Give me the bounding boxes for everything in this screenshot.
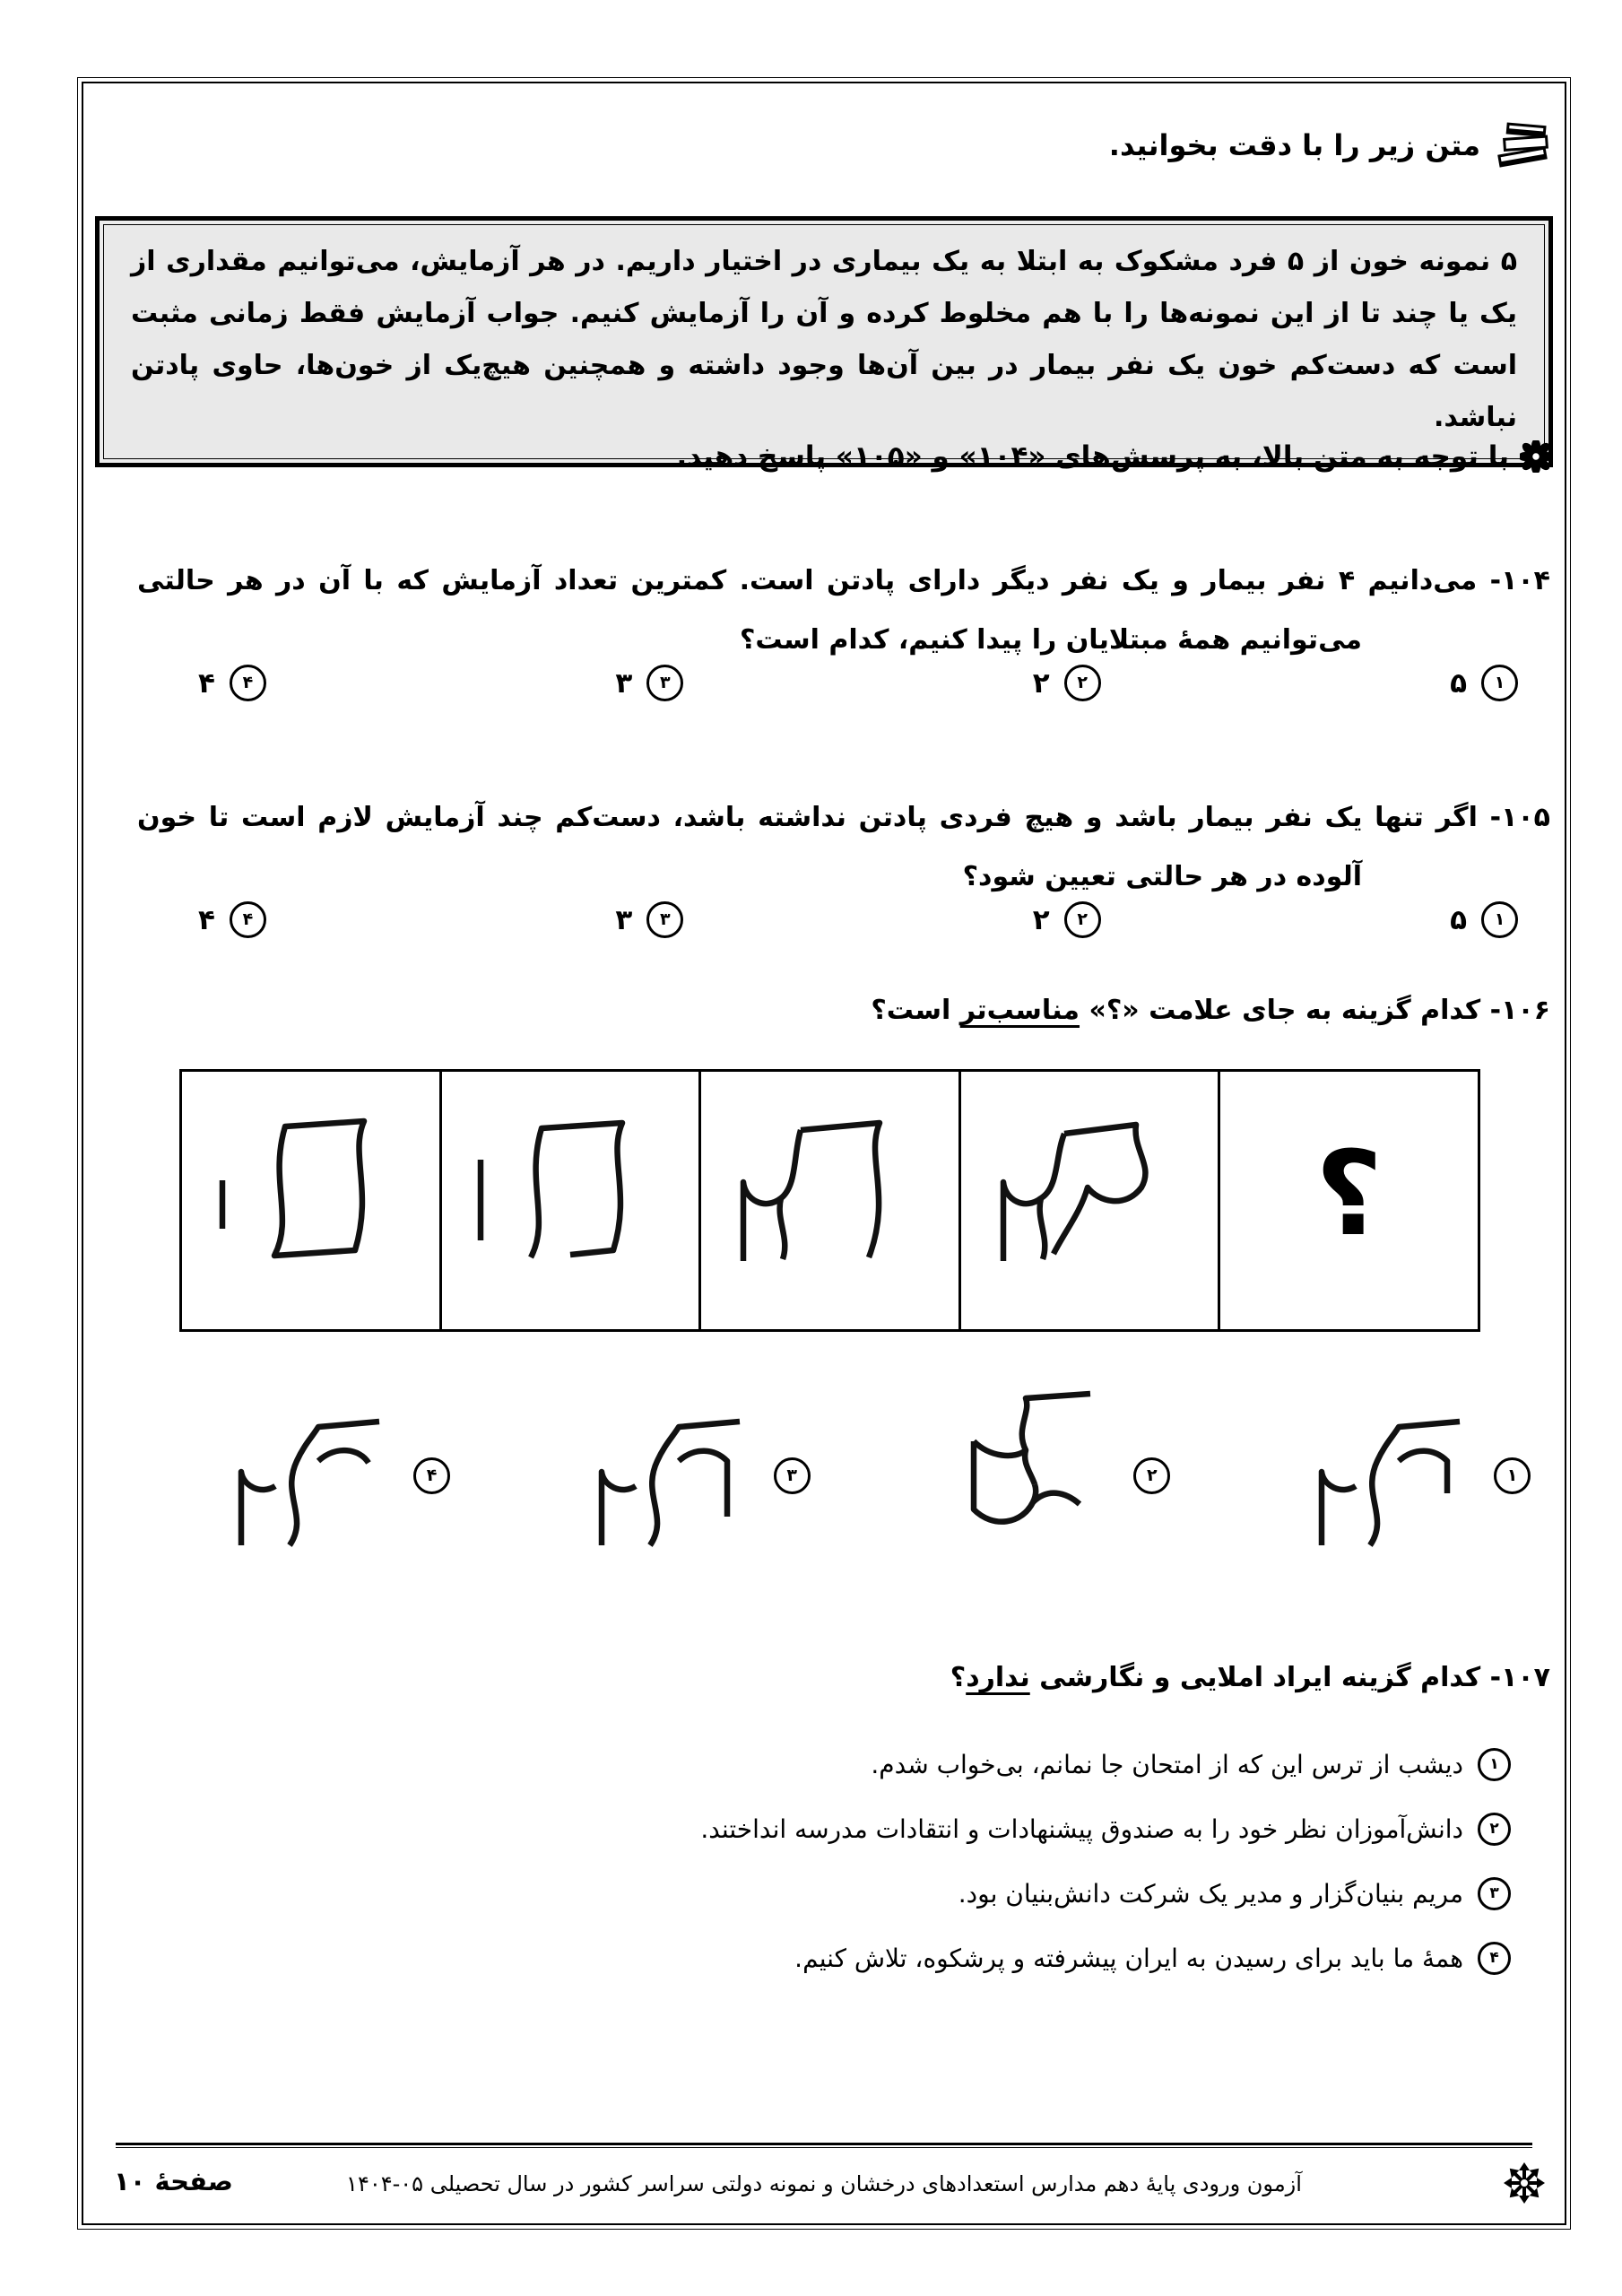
answer-shape-4 bbox=[218, 1386, 406, 1565]
passage-text: ۵ نمونه خون از ۵ فرد مشکوک به ابتلا به یک بیماری در اختیار داریم. در هر آزمایش، می‌توانیم مقداری از یک یا چند تا از این نمونه‌ها را با هم مخلوط کرده و آن را آزمایش کنیم. جواب آزمایش فقط زمانی مثبت است که دست‌کم خون یک نفر بیمار در بین آن‌ها وجود داشته و همچنین هیچ‌یک از خون‌ها، حاوی پادتن نباشد. bbox=[131, 246, 1518, 433]
option-text: دانش‌آموزان نظر خود را به صندوق پیشنهادات و انتقادات مدرسه انداختند. bbox=[700, 1814, 1463, 1844]
shape-stage-3 bbox=[704, 1074, 956, 1326]
sequence-cell-3 bbox=[698, 1069, 961, 1332]
answer-shape-3 bbox=[578, 1386, 767, 1565]
option-text: مریم بنیان‌گزار و مدیر یک شرکت دانش‌بنیان بود. bbox=[958, 1879, 1463, 1909]
footer-page-number: صفحهٔ ۱۰ bbox=[114, 2166, 233, 2196]
footer-divider bbox=[116, 2143, 1532, 2148]
option-value: ۵ bbox=[1450, 666, 1467, 700]
question-107-number: ۱۰۷- bbox=[1489, 1662, 1550, 1693]
sequence-cell-4 bbox=[958, 1069, 1221, 1332]
footer-exam-title: آزمون ورودی پایهٔ دهم مدارس استعدادهای درخشان و نمونه دولتی سراسر کشور در سال تحصیلی ۰۵-۱۴۰۴ bbox=[346, 2171, 1302, 2196]
question-107-text-after: ؟ bbox=[950, 1662, 967, 1693]
question-107-underlined: ندارد bbox=[966, 1662, 1030, 1693]
books-icon bbox=[1493, 117, 1552, 173]
option-bubble[interactable]: ۴ bbox=[1478, 1942, 1511, 1975]
question-106-underlined: مناسب‌تر bbox=[959, 995, 1080, 1026]
option-bubble[interactable]: ۴ bbox=[230, 901, 266, 938]
question-105-options bbox=[83, 901, 1565, 938]
option-bubble[interactable]: ۴ bbox=[230, 665, 266, 701]
page-title: متن زیر را با دقت بخوانید. bbox=[1108, 128, 1480, 162]
option-bubble[interactable]: ۲ bbox=[1133, 1457, 1170, 1494]
instruction-text: با توجه به متن بالا، به پرسش‌های «۱۰۴» و «۱۰۵» پاسخ دهید. bbox=[676, 440, 1509, 473]
sequence-cell-1 bbox=[179, 1069, 442, 1332]
question-105 bbox=[137, 788, 1550, 907]
shape-stage-1 bbox=[185, 1074, 437, 1326]
question-106-text-after: است؟ bbox=[871, 995, 960, 1026]
q106-option-3[interactable] bbox=[578, 1386, 811, 1565]
q104-option-1[interactable] bbox=[1450, 665, 1518, 701]
option-bubble[interactable]: ۲ bbox=[1478, 1813, 1511, 1846]
option-value: ۵ bbox=[1450, 903, 1467, 936]
passage-box bbox=[95, 216, 1553, 467]
option-text: دیشب از ترس این که از امتحان جا نمانم، بی‌خواب شدم. bbox=[871, 1750, 1463, 1779]
q105-option-1[interactable] bbox=[1450, 901, 1518, 938]
option-value: ۲ bbox=[1032, 903, 1050, 936]
shape-stage-2 bbox=[445, 1074, 697, 1326]
question-mark: ؟ bbox=[1314, 1125, 1383, 1262]
q106-option-1[interactable] bbox=[1298, 1386, 1531, 1565]
question-106-title bbox=[871, 995, 1550, 1026]
answer-shape-2 bbox=[938, 1386, 1126, 1565]
option-bubble[interactable]: ۴ bbox=[413, 1457, 450, 1494]
question-104-options bbox=[83, 665, 1565, 701]
snowflake-icon bbox=[1504, 2162, 1545, 2204]
option-value: ۴ bbox=[198, 903, 215, 936]
question-104-text: می‌دانیم ۴ نفر بیمار و یک نفر دیگر دارای پادتن است. کمترین تعداد آزمایش که با آن در هر حالتی می‌توانیم همهٔ مبتلایان را پیدا کنیم، کدام است؟ bbox=[137, 565, 1478, 656]
question-106-number: ۱۰۶- bbox=[1489, 995, 1550, 1026]
instruction-line bbox=[676, 440, 1552, 473]
q107-option-3[interactable] bbox=[958, 1877, 1511, 1910]
shape-stage-4 bbox=[964, 1074, 1216, 1326]
option-bubble[interactable]: ۱ bbox=[1481, 665, 1518, 701]
option-text: همهٔ ما باید برای رسیدن به ایران پیشرفته و پرشکوه، تلاش کنیم. bbox=[794, 1944, 1463, 1973]
option-bubble[interactable]: ۳ bbox=[1478, 1877, 1511, 1910]
option-value: ۳ bbox=[615, 666, 633, 700]
q104-option-3[interactable] bbox=[615, 665, 683, 701]
option-value: ۴ bbox=[198, 666, 215, 700]
q105-option-4[interactable] bbox=[198, 901, 266, 938]
passage-box-inner bbox=[103, 224, 1545, 459]
option-value: ۲ bbox=[1032, 666, 1050, 700]
page-frame bbox=[77, 77, 1571, 2230]
option-value: ۳ bbox=[615, 903, 633, 936]
option-bubble[interactable]: ۳ bbox=[774, 1457, 811, 1494]
page-frame-inner bbox=[82, 82, 1566, 2225]
option-bubble[interactable]: ۱ bbox=[1494, 1457, 1531, 1494]
option-bubble[interactable]: ۳ bbox=[646, 901, 683, 938]
option-bubble[interactable]: ۲ bbox=[1064, 901, 1101, 938]
q106-option-2[interactable] bbox=[938, 1386, 1170, 1565]
question-107-title bbox=[950, 1662, 1550, 1693]
q104-option-4[interactable] bbox=[198, 665, 266, 701]
question-107-text: کدام گزینه ایراد املایی و نگارشی bbox=[1029, 1662, 1481, 1693]
q107-option-1[interactable] bbox=[871, 1748, 1511, 1781]
q105-option-3[interactable] bbox=[615, 901, 683, 938]
q105-option-2[interactable] bbox=[1033, 901, 1101, 938]
question-105-number: ۱۰۵- bbox=[1489, 802, 1550, 833]
question-106-options bbox=[83, 1386, 1565, 1565]
option-bubble[interactable]: ۱ bbox=[1481, 901, 1518, 938]
figure-sequence bbox=[179, 1069, 1480, 1332]
option-bubble[interactable]: ۲ bbox=[1064, 665, 1101, 701]
section-header bbox=[1109, 117, 1552, 173]
question-104 bbox=[137, 552, 1550, 670]
sequence-cell-2 bbox=[439, 1069, 702, 1332]
question-106-text: کدام گزینه به جای علامت «؟» bbox=[1080, 995, 1481, 1026]
flower-icon bbox=[1520, 440, 1552, 473]
q106-option-4[interactable] bbox=[218, 1386, 450, 1565]
q107-option-4[interactable] bbox=[794, 1942, 1511, 1975]
option-bubble[interactable]: ۱ bbox=[1478, 1748, 1511, 1781]
footer bbox=[83, 2161, 1565, 2213]
question-104-number: ۱۰۴- bbox=[1489, 565, 1550, 596]
question-105-text: اگر تنها یک نفر بیمار باشد و هیچ فردی پادتن نداشته باشد، دست‌کم چند آزمایش لازم است تا خون آلوده در هر حالتی تعیین شود؟ bbox=[137, 802, 1478, 892]
q104-option-2[interactable] bbox=[1033, 665, 1101, 701]
sequence-cell-question bbox=[1218, 1069, 1480, 1332]
q107-option-2[interactable] bbox=[700, 1813, 1511, 1846]
option-bubble[interactable]: ۳ bbox=[646, 665, 683, 701]
answer-shape-1 bbox=[1298, 1386, 1487, 1565]
